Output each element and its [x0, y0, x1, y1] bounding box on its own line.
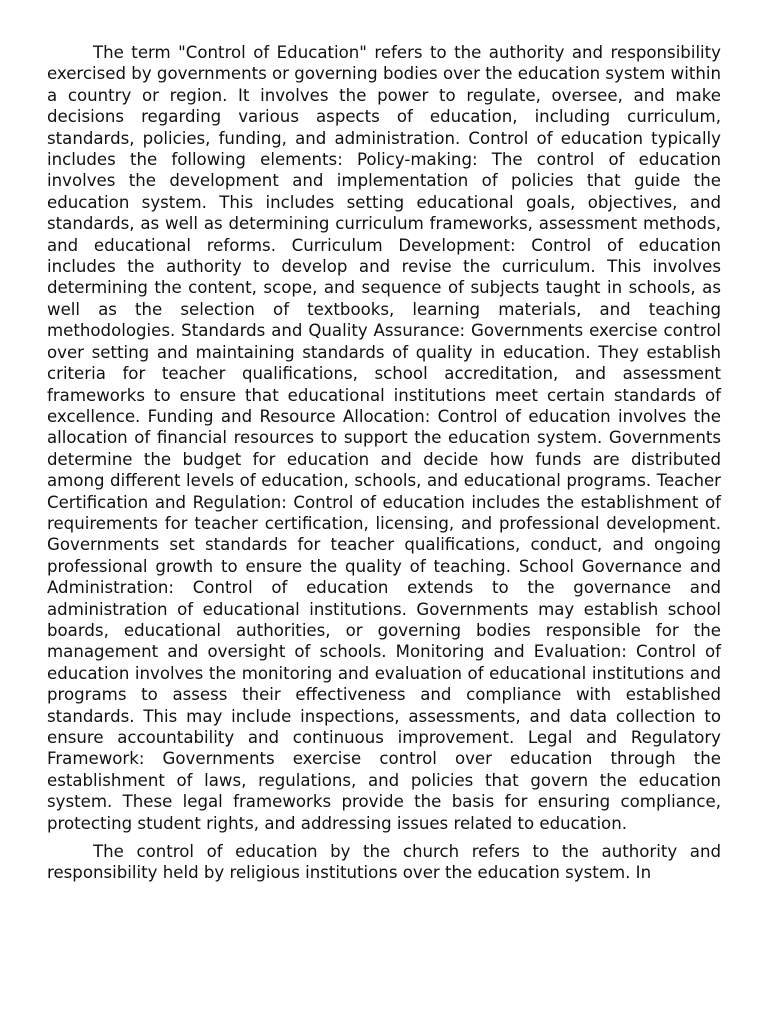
- body-paragraph-1: The term "Control of Education" refers to the authority and responsibility exercised by governments or governing bodies over the education system within a country or region. It involves the power to regulate, oversee, and make decisions regarding various aspects of education, including curriculum, standards, policies, funding, and administration. Control of education typically includes the following elements: Policy-making: The control of education involves the development and implementation of policies that guide the education system. This includes setting educational goals, objectives, and standards, as well as determining curriculum frameworks, assessment methods, and educational reforms. Curriculum Development: Control of education includes the authority to develop and revise the curriculum. This involves determining the content, scope, and sequence of subjects taught in schools, as well as the selection of textbooks, learning materials, and teaching methodologies. Standards and Quality Assurance: Governments exercise control over setting and maintaining standards of quality in education. They establish criteria for teacher qualifications, school accreditation, and assessment frameworks to ensure that educational institutions meet certain standards of excellence. Funding and Resource Allocation: Control of education involves the allocation of financial resources to support the education system. Governments determine the budget for education and decide how funds are distributed among different levels of education, schools, and educational programs. Teacher Certification and Regulation: Control of education includes the establishment of requirements for teacher certification, licensing, and professional development. Governments set standards for teacher qualifications, conduct, and ongoing professional growth to ensure the quality of teaching. School Governance and Administration: Control of education extends to the governance and administration of educational institutions. Governments may establish school boards, educational authorities, or governing bodies responsible for the management and oversight of schools. Monitoring and Evaluation: Control of education involves the monitoring and evaluation of educational institutions and programs to assess their effectiveness and compliance with established standards. This may include inspections, assessments, and data collection to ensure accountability and continuous improvement. Legal and Regulatory Framework: Governments exercise control over education through the establishment of laws, regulations, and policies that govern the education system. These legal frameworks provide the basis for ensuring compliance, protecting student rights, and addressing issues related to education.: [47, 43, 721, 833]
- body-paragraph-2: The control of education by the church refers to the authority and responsibility held by religious institutions over the education system. In: [47, 842, 721, 883]
- document-page: [47, 42, 721, 891]
